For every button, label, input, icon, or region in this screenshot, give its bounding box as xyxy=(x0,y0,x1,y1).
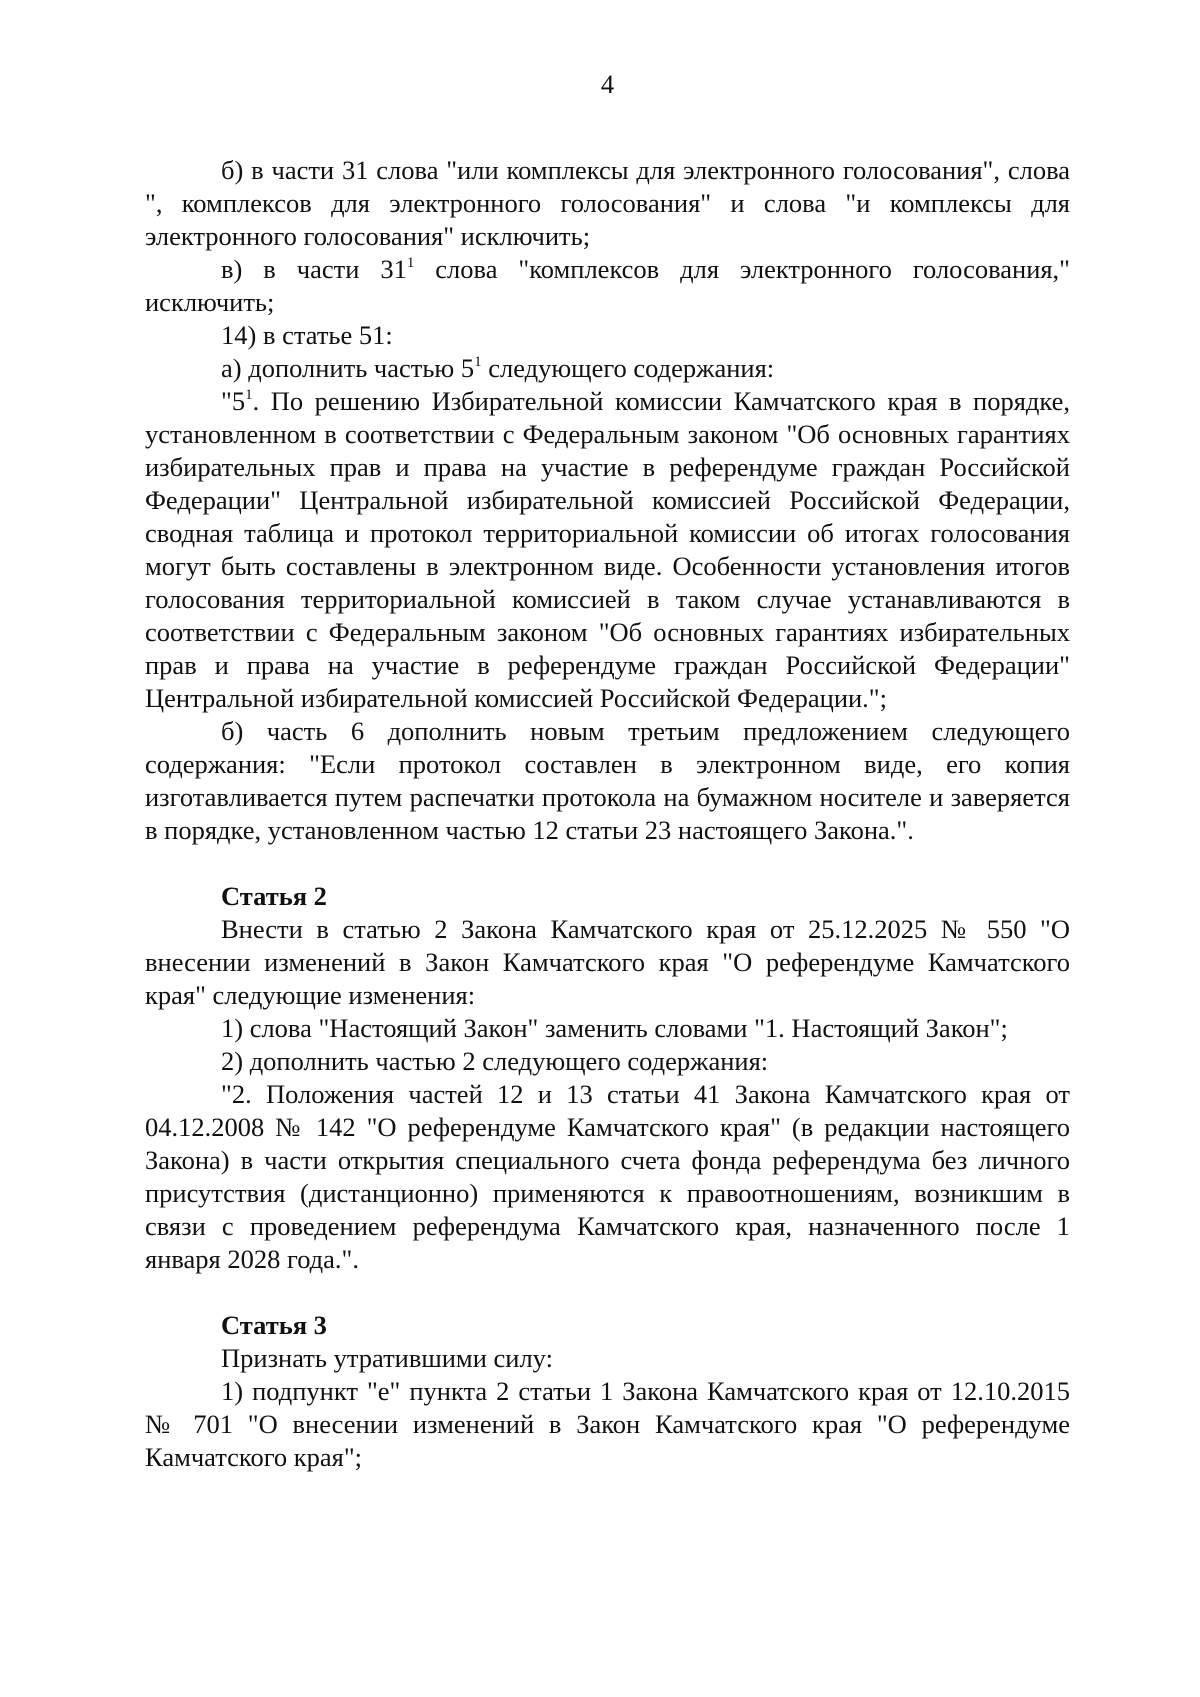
paragraph-item-14: 14) в статье 51: xyxy=(221,320,393,350)
superscript: 1 xyxy=(406,255,415,271)
paragraph-b-part-31: б) в части 31 слова "или комплексы для электронного голосования", слова ", комплексов для электронного голосования" и слова "и комплексы для электронного голосования" исключить; xyxy=(145,155,1070,251)
paragraph-text: а) дополнить частью 5 xyxy=(221,353,475,383)
article-2-paragraph: Внести в статью 2 Закона Камчатского края от 25.12.2025 № 550 "О внесении изменений в Закон Камчатского края "О референдуме Камчатского края" следующие изменения: xyxy=(145,914,1070,1010)
document-page xyxy=(145,68,1070,1474)
article-3-heading: Статья 3 xyxy=(221,1310,327,1340)
article-2-paragraph: 2) дополнить частью 2 следующего содержания: xyxy=(221,1046,769,1076)
article-3-paragraph: 1) подпункт "е" пункта 2 статьи 1 Закона Камчатского края от 12.10.2015 № 701 "О внесении изменений в Закон Камчатского края "О референдуме Камчатского края"; xyxy=(145,1376,1070,1472)
paragraph-b-part-6: б) часть 6 дополнить новым третьим предложением следующего содержания: "Если протокол составлен в электронном виде, его копия изготавливается путем распечатки протокола на бумажном носителе и заверяется в порядке, установленном частью 12 статьи 23 настоящего Закона.". xyxy=(145,716,1070,845)
superscript: 1 xyxy=(245,387,253,403)
superscript: 1 xyxy=(474,354,482,370)
paragraph-text: в) в части 31 xyxy=(221,254,407,284)
article-2-paragraph: "2. Положения частей 12 и 13 статьи 41 Закона Камчатского края от 04.12.2008 № 142 "О референдуме Камчатского края" (в редакции настоящего Закона) в части открытия специального счета фонда референдума без личного присутствия (дистанционно) применяются к правоотношениям, возникшим в связи с проведением референдума Камчатского края, назначенного после 1 января 2028 года.". xyxy=(145,1079,1070,1274)
paragraph-part-5-1-text xyxy=(145,385,1070,715)
paragraph-text: следующего содержания: xyxy=(481,353,775,383)
page-number: 4 xyxy=(600,69,615,99)
paragraph-a-add-part xyxy=(145,352,1070,385)
paragraph-v-part-31-1 xyxy=(145,253,1070,319)
paragraph-text: . По решению Избирательной комиссии Камчатского края в порядке, установленном в соответствии с Федеральным законом "Об основных гарантиях избирательных прав и права на участие в референдуме граждан Российской Федерации" Центральной избирательной комиссией Российской Федерации, сводная таблица и протокол территориальной комиссии об итогах голосования могут быть составлены в электронном виде. Особенности установления итогов голосования территориальной комиссией в таком случае устанавливаются в соответствии с Федеральным законом "Об основных гарантиях избирательных прав и права на участие в референдуме граждан Российской Федерации" Центральной избирательной комиссией Российской Федерации."; xyxy=(145,386,1070,713)
article-3-paragraph: Признать утратившими силу: xyxy=(221,1343,553,1373)
paragraph-text: "5 xyxy=(221,386,246,416)
article-2-paragraph: 1) слова "Настоящий Закон" заменить словами "1. Настоящий Закон"; xyxy=(221,1013,1008,1043)
article-2-heading: Статья 2 xyxy=(221,881,327,911)
paragraph-text: слова "комплексов для электронного голосования," исключить; xyxy=(145,254,1071,317)
